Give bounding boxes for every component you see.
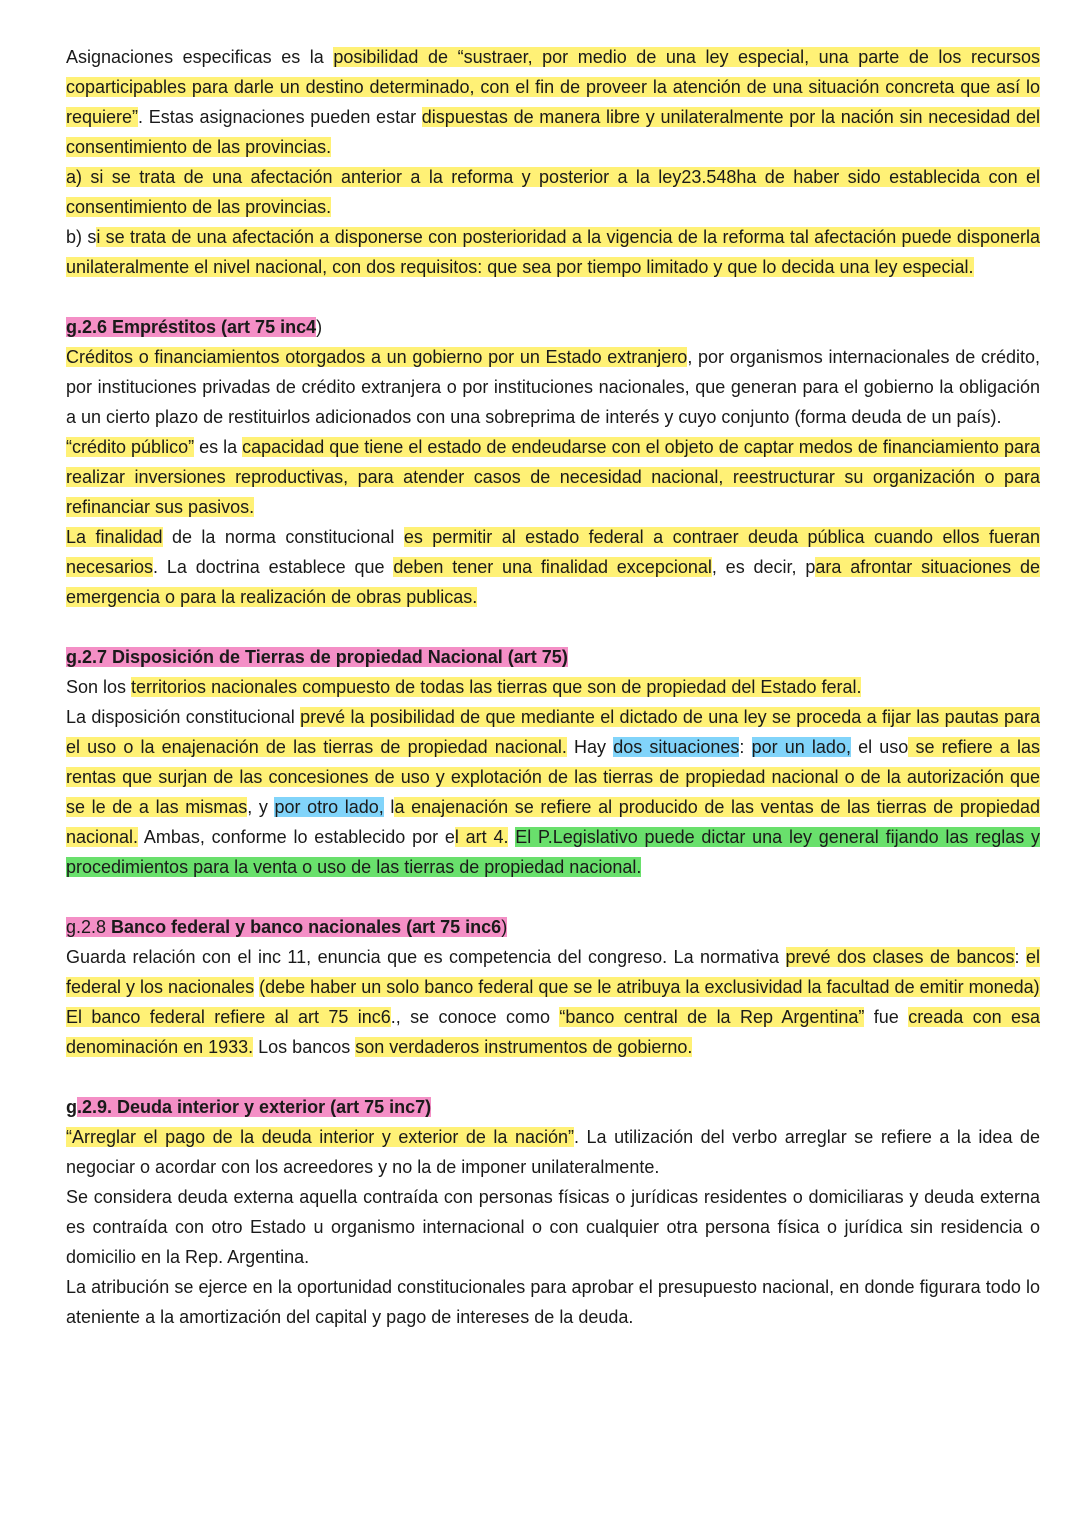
highlight-yellow: prevé dos clases de bancos [785, 947, 1015, 967]
text-run: Los bancos [253, 1037, 356, 1057]
paragraph-banco-federal [66, 1002, 1040, 1062]
paragraph-deuda-externa: Se considera deuda externa aquella contraída con personas físicas o jurídicas residentes o domiciliaras y deuda externa es contraída con otro Estado u organismo internacional o con cualquier otra persona física o jurídica sin residencia o domicilio en la Rep. Argentina. [66, 1187, 1040, 1267]
highlight-blue: por otro lado, [274, 797, 384, 817]
paragraph-credito-publico [66, 432, 1040, 522]
text-run: g.2.8 [66, 917, 112, 937]
highlight-yellow: el federal y los nacionales [66, 947, 1040, 997]
highlight-yellow: La finalidad [66, 527, 163, 547]
highlight-yellow: posibilidad de “sustraer, por medio de una ley especial, una parte de los recursos coparticipables para darle un destino determinado, con el fin de proveer la atención de una situación concreta que así lo requiere” [66, 47, 1040, 127]
highlight-yellow: El banco federal refiere al art 75 inc6 [66, 1007, 391, 1027]
heading-highlight-pink [66, 917, 507, 937]
highlight-yellow: i se trata de una afectación a disponerse con posterioridad a la vigencia de la reforma tal afectación puede disponerla unilateralmente el nivel nacional, con dos requisitos: que sea por tiempo limitado y que lo decida una ley especial. [66, 227, 1040, 277]
highlight-blue: por un lado, [751, 737, 851, 757]
highlight-yellow: es permitir al estado federal a contraer deuda pública cuando ellos fueran necesarios [66, 527, 1040, 577]
highlight-yellow: “crédito público” [66, 437, 195, 457]
text-run: La disposición constitucional [66, 707, 301, 727]
paragraph-arreglar [66, 1122, 1040, 1182]
text-run: es la [194, 437, 243, 457]
section-heading-tierras [66, 642, 1040, 672]
highlight-yellow: territorios nacionales compuesto de todas las tierras que son de propiedad del Estado feral. [131, 677, 862, 697]
heading-highlight-pink: g.2.7 Disposición de Tierras de propiedad Nacional (art 75) [66, 647, 568, 667]
section-heading-deuda [66, 1092, 1040, 1122]
highlight-yellow: Créditos o financiamientos otorgados a un gobierno por un Estado extranjero [66, 347, 688, 367]
highlight-yellow: a) si se trata de una afectación anterior a la reforma y posterior a la ley23.548ha de haber sido establecida con el consentimiento de las provincias. [66, 167, 1040, 217]
text-run: . La doctrina establece que [153, 557, 394, 577]
highlight-yellow: dispuestas de manera libre y unilateralmente por la nación sin necesidad del consentimiento de las provincias. [66, 107, 1040, 157]
highlight-blue: dos situaciones [613, 737, 740, 757]
paragraph-creditos [66, 342, 1040, 432]
text-run: b) s [66, 227, 97, 247]
text-run: . Estas asignaciones pueden estar [138, 107, 422, 127]
text-run: ) [501, 917, 508, 937]
text-run: , por organismos internacionales de crédito, por instituciones privadas de crédito extranjera o por instituciones nacionales, que generan para el gobierno la obligación a un cierto plazo de restituirlos adicionados con una sobreprima de interés y cuyo conjunto (forma deuda de un país). [66, 347, 1040, 427]
text-run: ) [316, 317, 323, 337]
heading-highlight-pink: g.2.6 Empréstitos (art 75 inc4 [66, 317, 317, 337]
highlight-yellow: (debe haber un solo banco federal que se le atribuya la exclusividad la facultad de emitir moneda) [259, 977, 1040, 997]
text-run: Son los [66, 677, 132, 697]
text-run: . La utilización del verbo arreglar se refiere a la idea de negociar o acordar con los acreedores y no la de imponer unilateralmente. [66, 1127, 1040, 1177]
section-heading-banco [66, 912, 1040, 942]
text-run: Hay [566, 737, 614, 757]
highlight-yellow: se refiere a las rentas que surjan de las concesiones de uso y explotación de las tierras de propiedad nacional o de la autorización que se le de a las mismas [66, 737, 1040, 817]
text-run: fue [864, 1007, 909, 1027]
heading-bold: Banco federal y banco nacionales (art 75 inc6 [111, 917, 502, 937]
highlight-yellow: creada con esa denominación en 1933. [66, 1007, 1041, 1057]
highlight-yellow: capacidad que tiene el estado de endeudarse con el objeto de captar medos de financiamiento para realizar inversiones reproductivas, para atender casos de necesidad nacional, reestructurar su organización o para refinanciar sus pasivos. [66, 437, 1040, 517]
heading-bold: g [66, 1097, 77, 1117]
paragraph-bancos [66, 942, 1040, 1002]
text-run: , es decir, p [711, 557, 816, 577]
highlight-yellow: “Arreglar el pago de la deuda interior y exterior de la nación” [66, 1127, 575, 1147]
highlight-yellow: a enajenación se refiere al producido de las ventas de las tierras de propiedad nacional. [66, 797, 1040, 847]
text-run: el uso [850, 737, 909, 757]
paragraph-disposicion [66, 702, 1040, 882]
text-run: Guarda relación con el inc 11, enuncia que es competencia del congreso. La normativa [66, 947, 786, 967]
text-run: ., se conoce como [390, 1007, 560, 1027]
paragraph-atribucion: La atribución se ejerce en la oportunidad constitucionales para aprobar el presupuesto nacional, en donde figurara todo lo ateniente a la amortización del capital y pago de intereses de la deuda. [66, 1277, 1040, 1327]
text-run: : [739, 737, 752, 757]
paragraph-finalidad [66, 522, 1040, 612]
paragraph-asignaciones [66, 42, 1040, 282]
section-heading-emprestitos [66, 312, 1040, 342]
highlight-green: El P.Legislativo puede dictar una ley general fijando las reglas y procedimientos para la venta o uso de las tierras de propiedad nacional. [66, 827, 1040, 877]
text-run: l [383, 797, 395, 817]
highlight-yellow: “banco central de la Rep Argentina” [559, 1007, 865, 1027]
highlight-yellow: ara afrontar situaciones de emergencia o para la realización de obras publicas. [66, 557, 1040, 607]
text-run: de la norma constitucional [162, 527, 404, 547]
text-run: Ambas, conforme lo establecido por e [138, 827, 455, 847]
text-run: Asignaciones especificas es la [66, 47, 334, 67]
highlight-yellow: prevé la posibilidad de que mediante el dictado de una ley se proceda a fijar las pautas para el uso o la enajenación de las tierras de propiedad nacional. [66, 707, 1041, 757]
paragraph-territorios [66, 672, 1040, 702]
highlight-yellow: son verdaderos instrumentos de gobierno. [355, 1037, 693, 1057]
text-run: , y [247, 797, 275, 817]
highlight-yellow: deben tener una finalidad excepcional [393, 557, 712, 577]
highlight-yellow: l art 4. [454, 827, 509, 847]
heading-highlight-pink: .2.9. Deuda interior y exterior (art 75 inc7) [77, 1097, 432, 1117]
text-run: : [1014, 947, 1026, 967]
